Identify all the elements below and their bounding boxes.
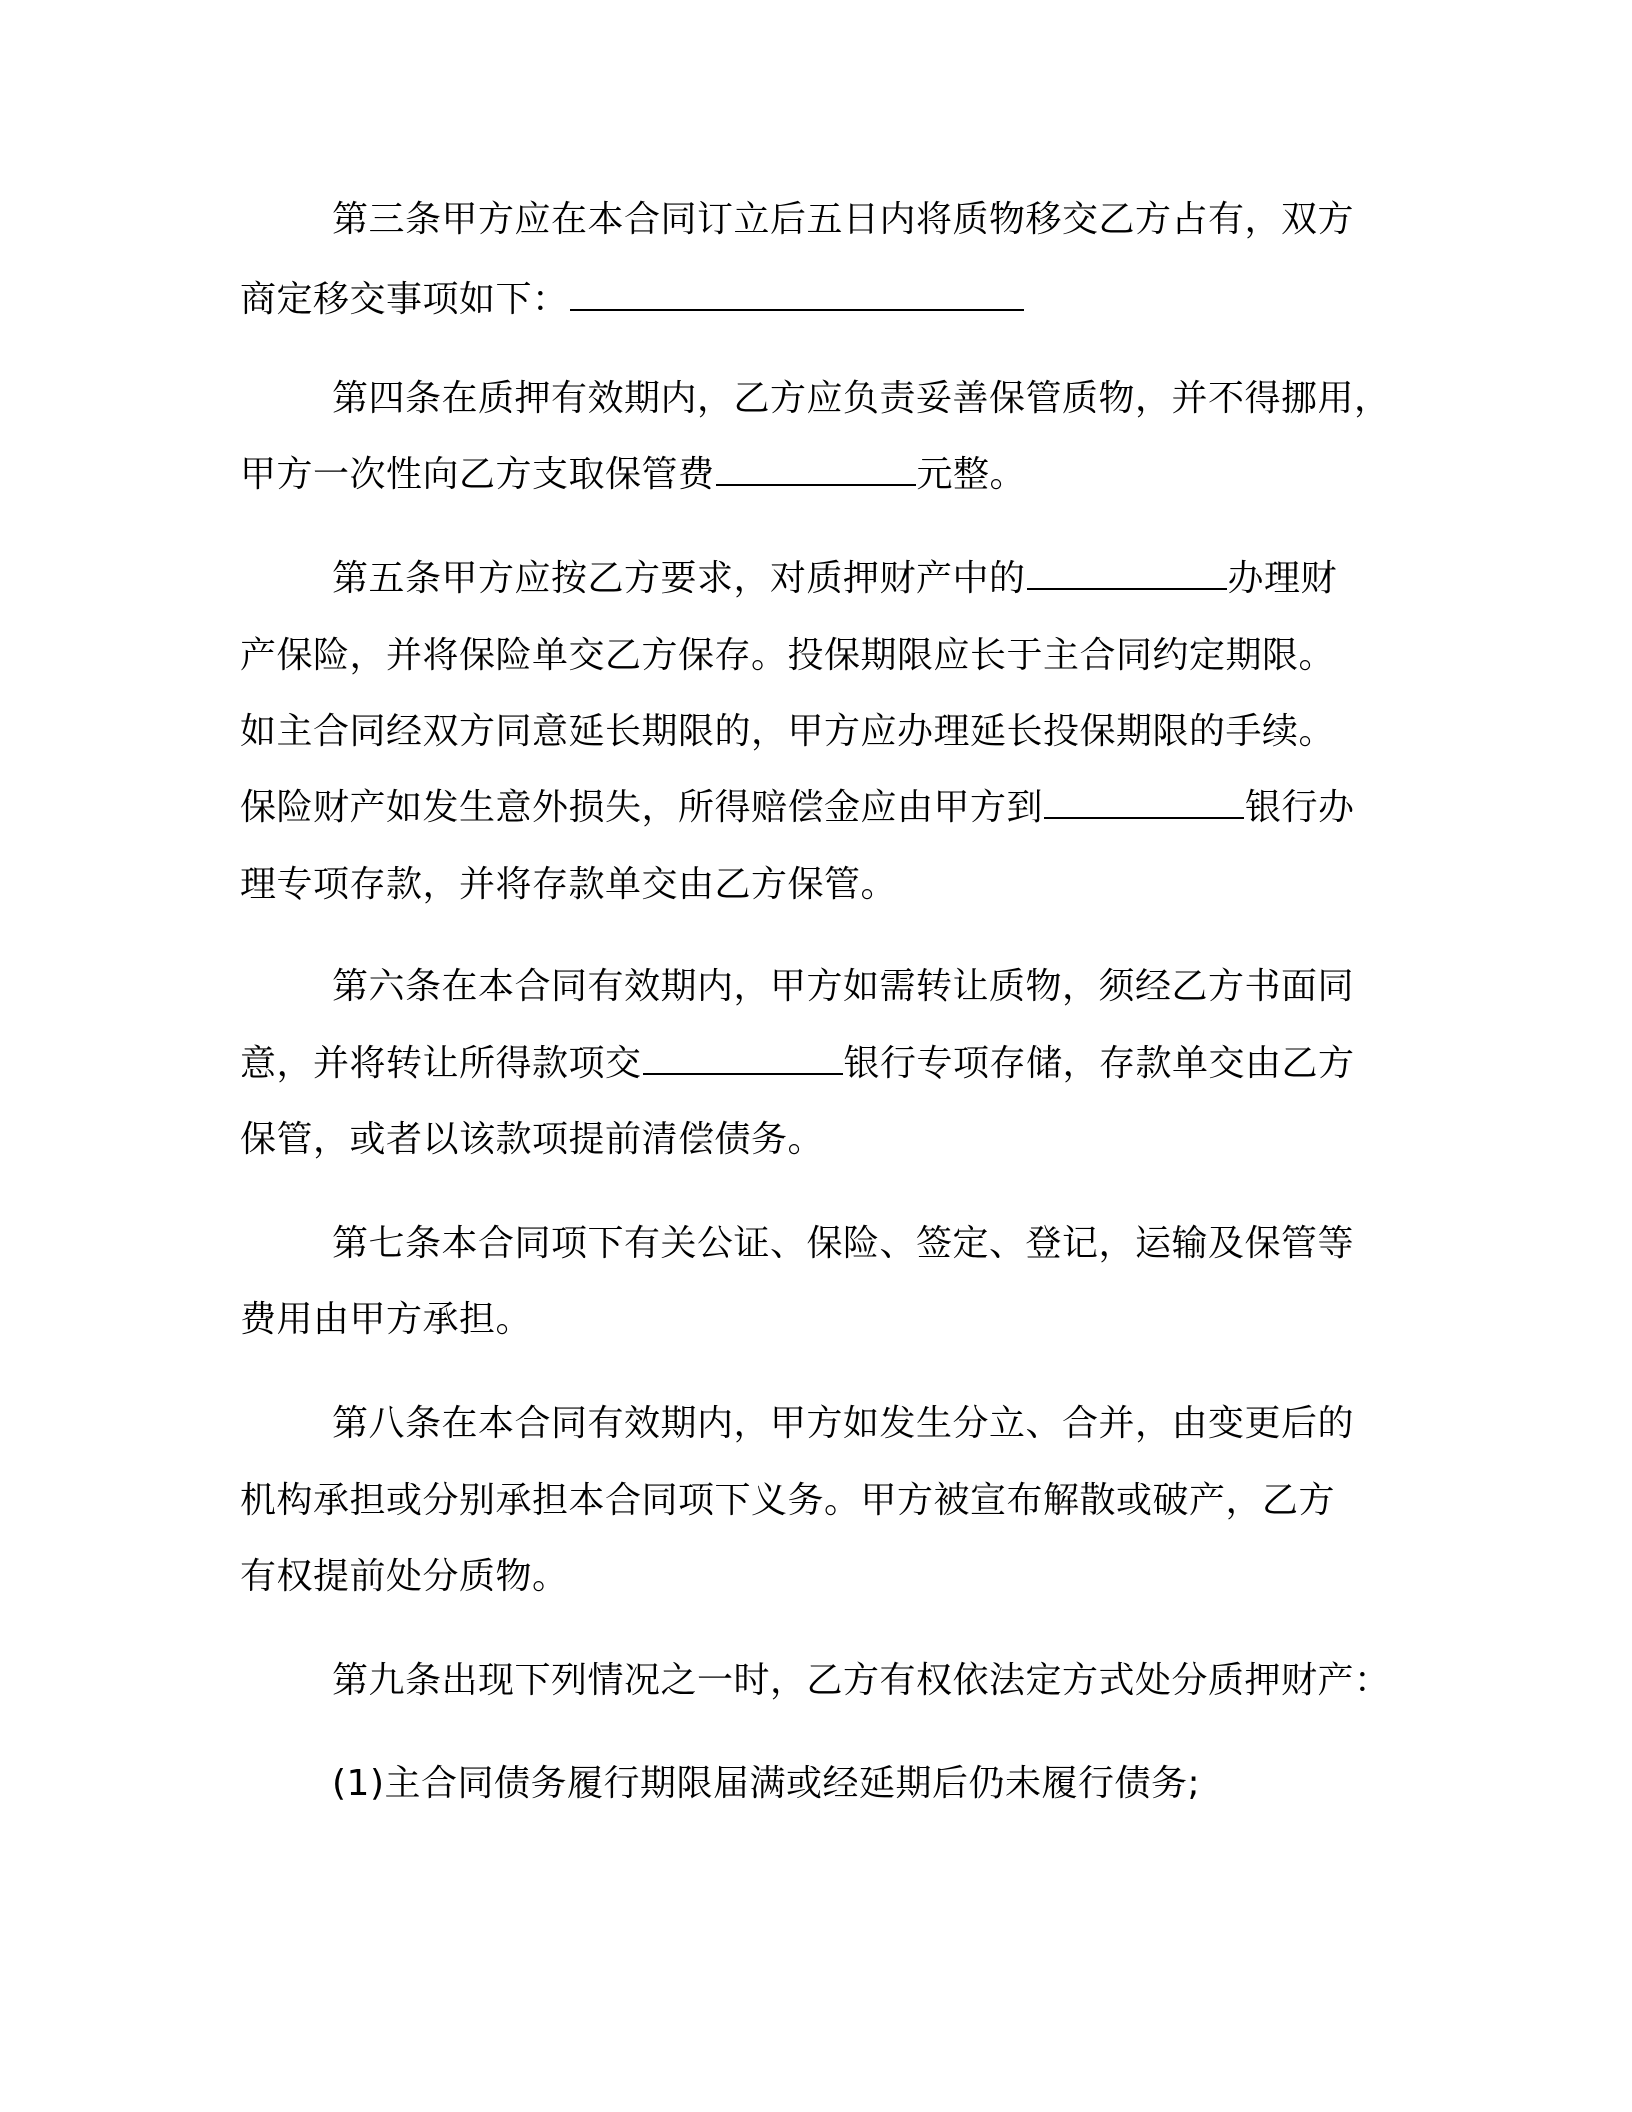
clause-5-line-5 bbox=[240, 861, 897, 909]
clause-4-text-1: 第四条在质押有效期内，乙方应负责妥善保管质物，并不得挪用， bbox=[332, 378, 1391, 419]
clause-8-text-1: 第八条在本合同有效期内，甲方如发生分立、合并，由变更后的 bbox=[332, 1403, 1355, 1444]
clause-7-text-1: 第七条本合同项下有关公证、保险、签定、登记，运输及保管等 bbox=[332, 1223, 1355, 1264]
clause-9-text-1: 第九条出现下列情况之一时，乙方有权依法定方式处分质押财产： bbox=[332, 1660, 1391, 1701]
clause-8-line-2 bbox=[240, 1477, 1335, 1525]
clause-6-text-1: 第六条在本合同有效期内，甲方如需转让质物，须经乙方书面同 bbox=[332, 966, 1355, 1007]
fill-in-blank bbox=[1027, 558, 1227, 590]
clause-5-line-4 bbox=[240, 784, 1355, 832]
clause-9-item-1-text: (1)主合同债务履行期限届满或经延期后仍未履行债务; bbox=[332, 1763, 1201, 1804]
clause-6-line-2 bbox=[240, 1040, 1355, 1088]
clause-3-line-2 bbox=[240, 276, 1025, 324]
fill-in-blank bbox=[1044, 787, 1244, 819]
clause-6-text-4: 保管，或者以该款项提前清偿债务。 bbox=[240, 1119, 825, 1160]
clause-7-line-2 bbox=[240, 1296, 532, 1344]
clause-8-text-2: 机构承担或分别承担本合同项下义务。甲方被宣布解散或破产，乙方 bbox=[240, 1480, 1336, 1521]
clause-5-line-3 bbox=[240, 708, 1335, 756]
clause-5-line-1 bbox=[332, 555, 1337, 603]
clause-5-text-6: 银行办 bbox=[1245, 787, 1355, 828]
clause-5-line-2 bbox=[240, 632, 1335, 680]
fill-in-blank bbox=[716, 454, 916, 486]
clause-9-line-1 bbox=[332, 1657, 1391, 1705]
clause-6-line-1 bbox=[332, 963, 1354, 1011]
clause-8-line-3 bbox=[240, 1553, 569, 1601]
clause-3-text-1: 第三条甲方应在本合同订立后五日内将质物移交乙方占有，双方 bbox=[332, 199, 1355, 240]
fill-in-blank bbox=[570, 279, 1024, 311]
clause-5-text-3: 产保险，并将保险单交乙方保存。投保期限应长于主合同约定期限。 bbox=[240, 635, 1336, 676]
clause-5-text-7: 理专项存款，并将存款单交由乙方保管。 bbox=[240, 864, 898, 905]
clause-5-text-5: 保险财产如发生意外损失，所得赔偿金应由甲方到 bbox=[240, 787, 1044, 828]
clause-4-text-3: 元整。 bbox=[916, 454, 1027, 495]
clause-4-text-2: 甲方一次性向乙方支取保管费 bbox=[240, 454, 715, 495]
clause-7-text-2: 费用由甲方承担。 bbox=[240, 1299, 533, 1340]
clause-6-text-2: 意，并将转让所得款项交 bbox=[240, 1043, 642, 1084]
clause-3-line-1 bbox=[332, 196, 1354, 244]
clause-9-item-1 bbox=[332, 1760, 1200, 1808]
clause-5-text-1: 第五条甲方应按乙方要求，对质押财产中的 bbox=[332, 558, 1026, 599]
clause-3-text-2: 商定移交事项如下： bbox=[240, 279, 569, 320]
clause-6-line-3 bbox=[240, 1116, 824, 1164]
clause-5-text-2: 办理财 bbox=[1227, 558, 1338, 599]
clause-8-text-3: 有权提前处分质物。 bbox=[240, 1556, 569, 1597]
clause-4-line-1 bbox=[332, 375, 1391, 423]
clause-5-text-4: 如主合同经双方同意延长期限的，甲方应办理延长投保期限的手续。 bbox=[240, 711, 1336, 752]
clause-4-line-2 bbox=[240, 451, 1026, 499]
clause-8-line-1 bbox=[332, 1400, 1354, 1448]
clause-6-text-3: 银行专项存储，存款单交由乙方 bbox=[843, 1043, 1355, 1084]
fill-in-blank bbox=[643, 1043, 843, 1075]
clause-7-line-1 bbox=[332, 1220, 1354, 1268]
